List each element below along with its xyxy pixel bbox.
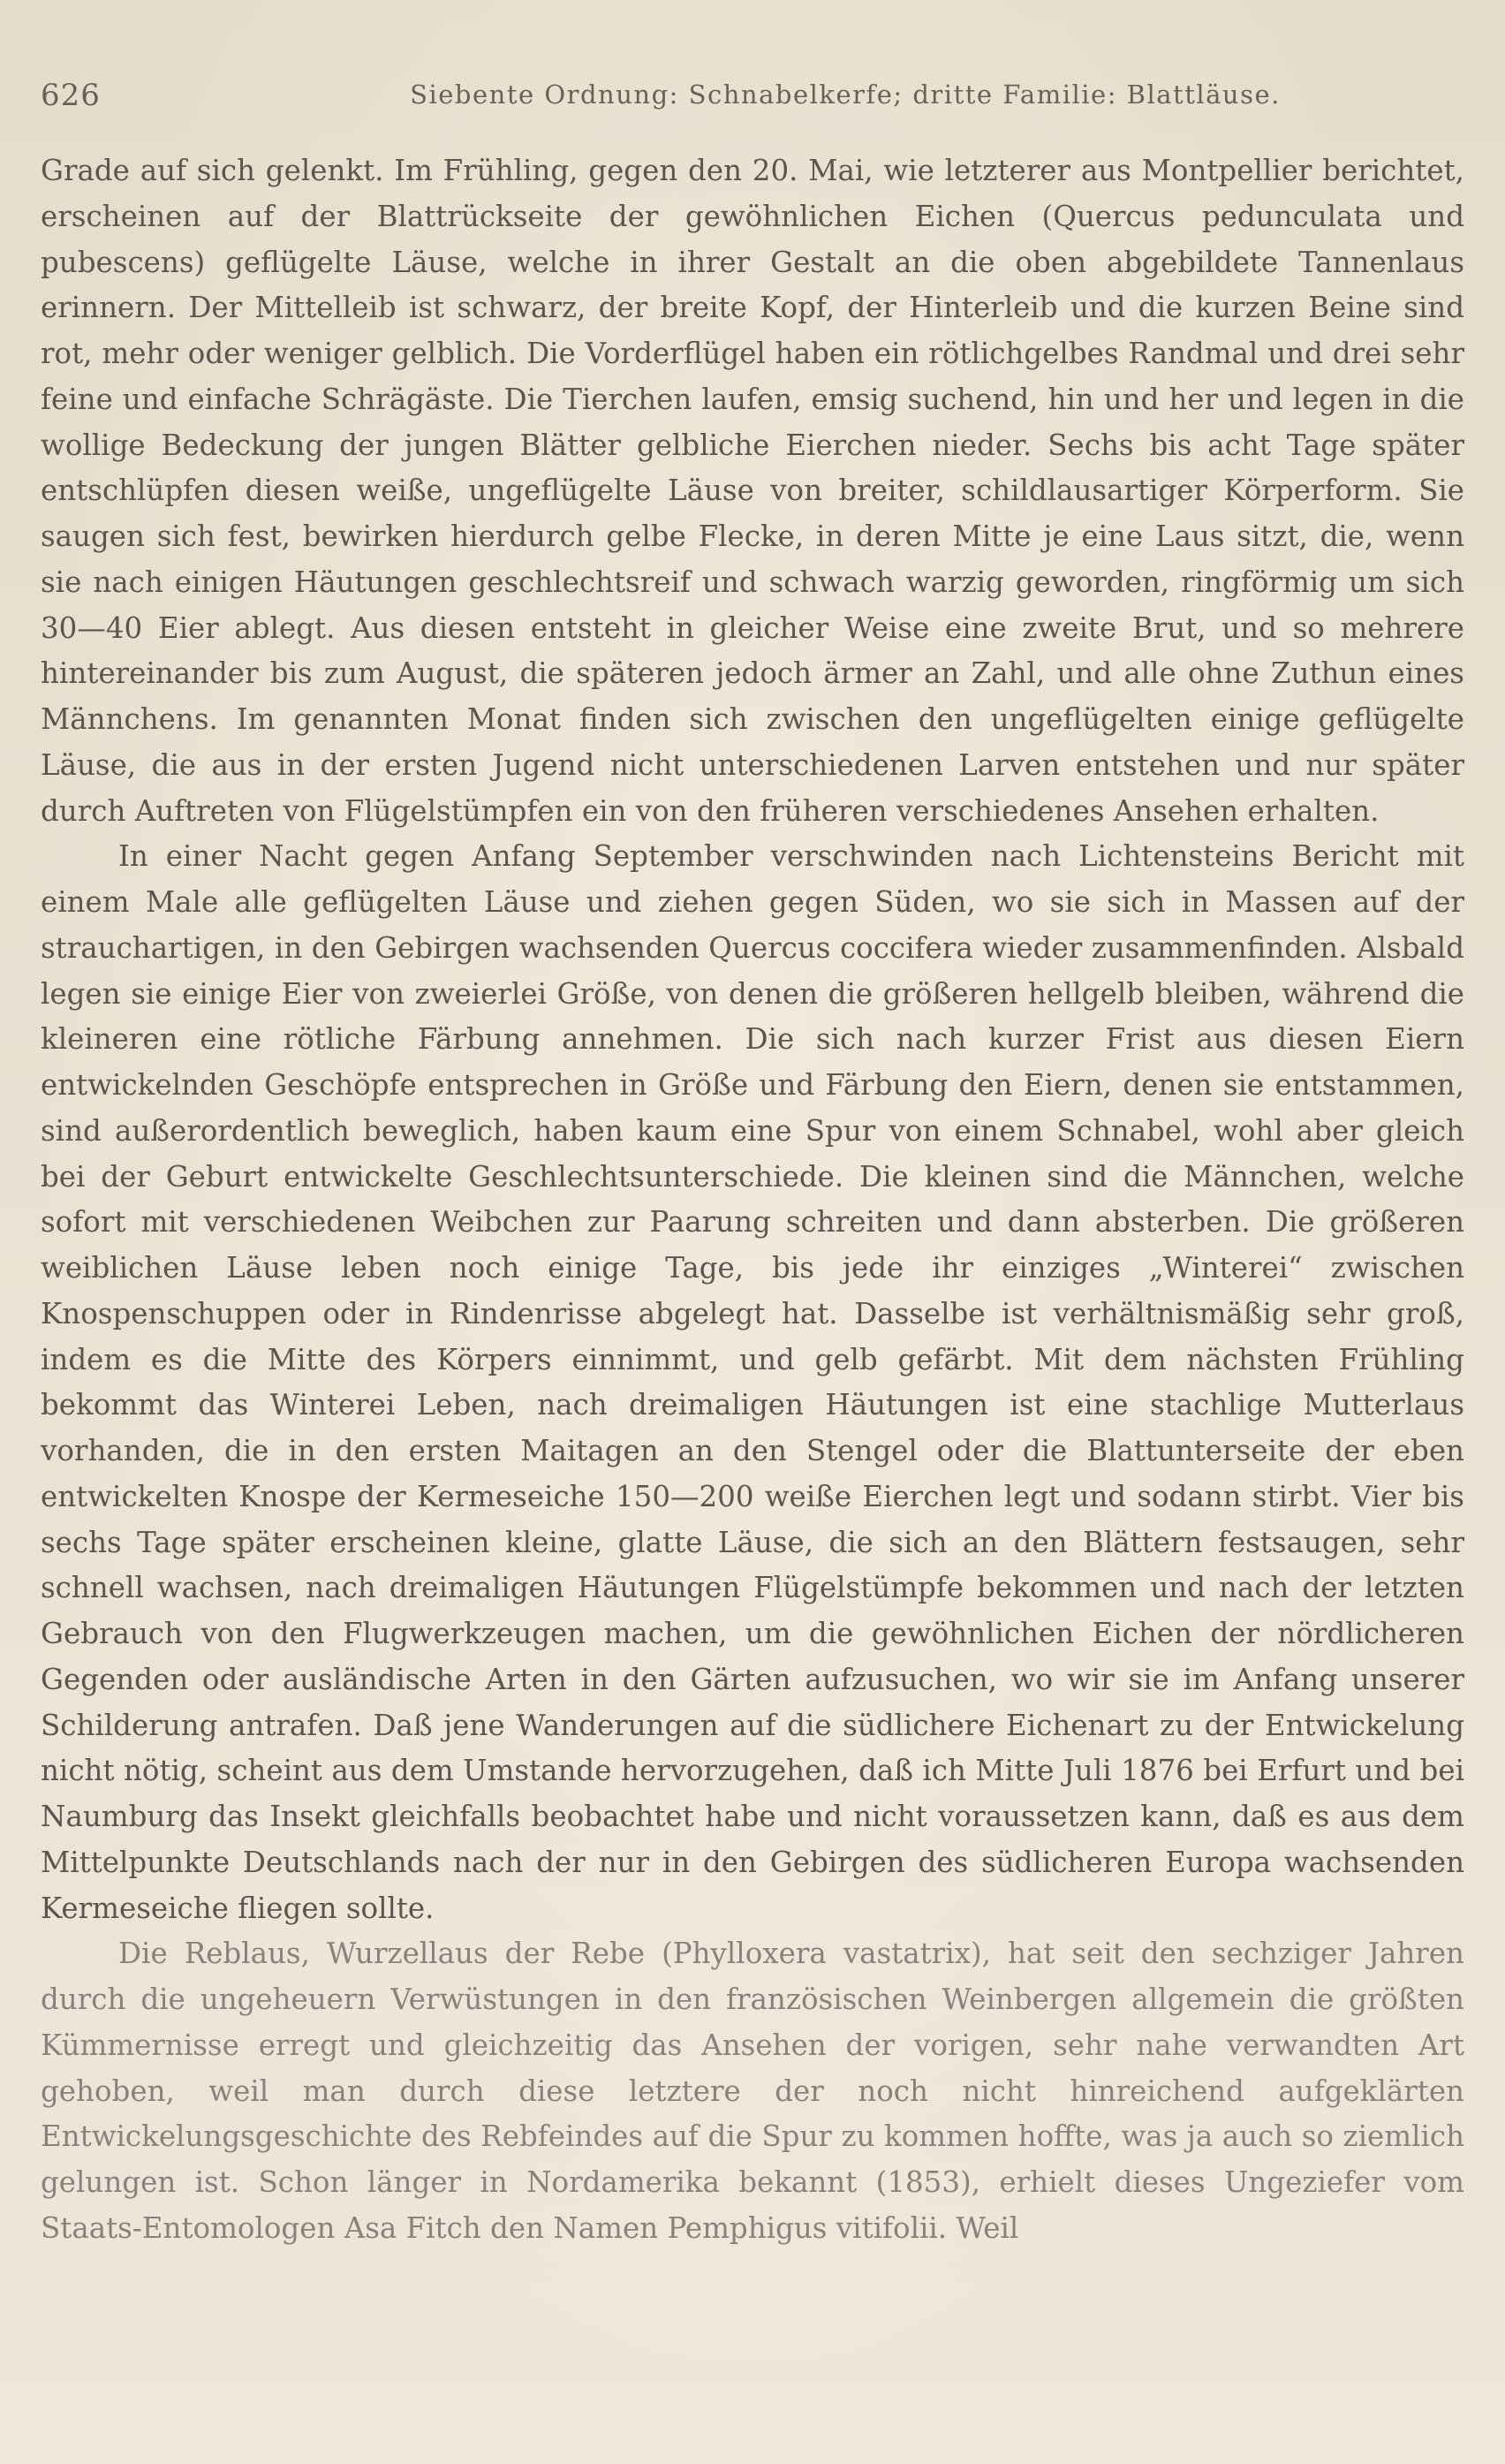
paragraph-migration: In einer Nacht gegen Anfang September verschwinden nach Lichtensteins Bericht mit einem Male alle geflügelten Läuse und ziehen gegen Süden, wo sie sich in Massen auf der strauchartigen, in den Gebirgen wachsenden Quercus coccifera wieder zusammenfinden. Alsbald legen sie einige Eier von zweierlei Größe, von denen die größeren hellgelb bleiben, während die kleineren eine rötliche Färbung annehmen. Die sich nach kurzer Frist aus diesen Eiern entwickelnden Geschöpfe entsprechen in Größe und Färbung den Eiern, denen sie entstammen, sind außerordentlich beweglich, haben kaum eine Spur von einem Schnabel, wohl aber gleich bei der Geburt entwickelte Geschlechtsunterschiede. Die kleinen sind die Männchen, welche sofort mit verschiedenen Weibchen zur Paarung schreiten und dann absterben. Die größeren weiblichen Läuse leben noch einige Tage, bis jede ihr einziges „Winterei“ zwischen Knospenschuppen oder in Rindenrisse abgelegt hat. Dasselbe ist verhältnismäßig sehr groß, indem es die Mitte des Körpers einnimmt, und gelb gefärbt. Mit dem nächsten Frühling bekommt das Winterei Leben, nach dreimaligen Häutungen ist eine stachlige Mutterlaus vorhanden, die in den ersten Maitagen an den Stengel oder die Blattunterseite der eben entwickelten Knospe der Kermeseiche 150—200 weiße Eierchen legt und sodann stirbt. Vier bis sechs Tage später erscheinen kleine, glatte Läuse, die sich an den Blättern festsaugen, sehr schnell wachsen, nach dreimaligen Häutungen Flügelstümpfe bekommen und nach der letzten Gebrauch von den Flugwerkzeugen machen, um die gewöhnlichen Eichen der nördlicheren Gegenden oder ausländische Arten in den Gärten aufzusuchen, wo wir sie im Anfang unserer Schilderung antrafen. Daß jene Wanderungen auf die südlichere Eichenart zu der Entwickelung nicht nötig, scheint aus dem Umstande hervorzugehen, daß ich Mitte Juli 1876 bei Erfurt und bei Naumburg das Insekt gleichfalls beobachtet habe und nicht voraussetzen kann, daß es aus dem Mittelpunkte Deutschlands nach der nur in den Gebirgen des südlicheren Europa wachsenden Kermeseiche fliegen sollte.: [41, 839, 1464, 1925]
running-head: Siebente Ordnung: Schnabelkerfe; dritte Familie: Blattläuse.: [410, 80, 1281, 110]
paragraph-continued: Grade auf sich gelenkt. Im Frühling, gegen den 20. Mai, wie letzterer aus Montpellier berichtet, erscheinen auf der Blattrückseite der gewöhnlichen Eichen (Quercus pedunculata und pubescens) geflügelte Läuse, welche in ihrer Gestalt an die oben abgebildete Tannenlaus erinnern. Der Mittelleib ist schwarz, der breite Kopf, der Hinterleib und die kurzen Beine sind rot, mehr oder weniger gelblich. Die Vorderflügel haben ein rötlichgelbes Randmal und drei sehr feine und einfache Schrägäste. Die Tierchen laufen, emsig suchend, hin und her und legen in die wollige Bedeckung der jungen Blätter gelbliche Eierchen nieder. Sechs bis acht Tage später entschlüpfen diesen weiße, ungeflügelte Läuse von breiter, schildlausartiger Körperform. Sie saugen sich fest, bewirken hierdurch gelbe Flecke, in deren Mitte je eine Laus sitzt, die, wenn sie nach einigen Häutungen geschlechtsreif und schwach warzig geworden, ringförmig um sich 30—40 Eier ablegt. Aus diesen entsteht in gleicher Weise eine zweite Brut, und so mehrere hintereinander bis zum August, die späteren jedoch ärmer an Zahl, und alle ohne Zuthun eines Männchens. Im genannten Monat finden sich zwischen den ungeflügelten einige geflügelte Läuse, die aus in der ersten Jugend nicht unterschiedenen Larven entstehen und nur später durch Auftreten von Flügelstümpfen ein von den früheren verschiedenes Ansehen erhalten.: [41, 154, 1464, 828]
page-number: 626: [41, 78, 101, 113]
body-text: [41, 148, 1464, 2252]
page-header: [41, 72, 1464, 117]
paragraph-reblaus: Die Reblaus, Wurzellaus der Rebe (Phylloxera vastatrix), hat seit den sechziger Jahren durch die ungeheuern Verwüstungen in den französischen Weinbergen allgemein die größten Kümmernisse erregt und gleichzeitig das Ansehen der vorigen, sehr nahe verwandten Art gehoben, weil man durch diese letztere der noch nicht hinreichend aufgeklärten Entwickelungsgeschichte des Rebfeindes auf die Spur zu kommen hoffte, was ja auch so ziemlich gelungen ist. Schon länger in Nordamerika bekannt (1853), erhielt dieses Ungeziefer vom Staats-Entomologen Asa Fitch den Namen Pemphigus vitifolii. Weil: [41, 1937, 1464, 2245]
